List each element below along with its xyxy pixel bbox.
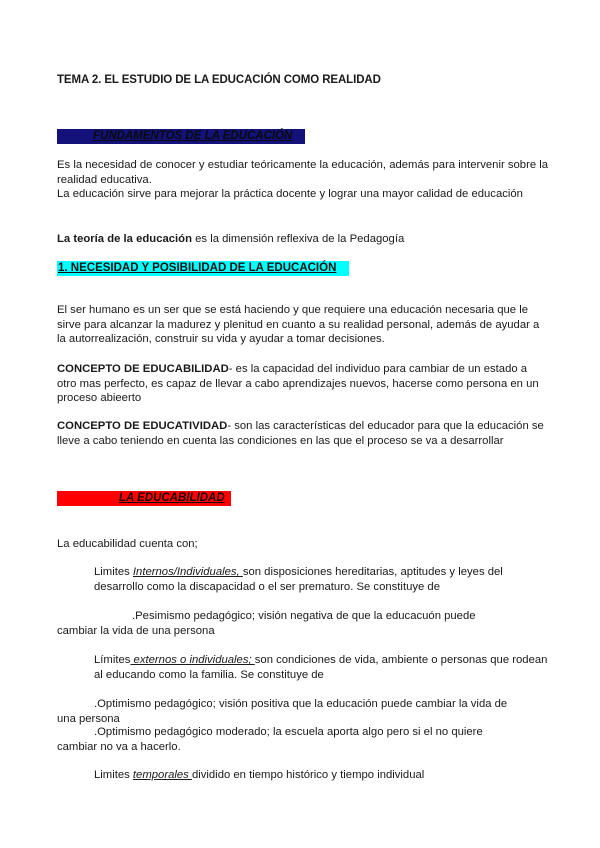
theory-term: La teoría de la educación (57, 233, 192, 245)
fundamentos-paragraph-1: Es la necesidad de conocer y estudiar teóricamente la educación, además para intervenir sobre la realidad educativa. (57, 159, 549, 186)
educabilidad-heading: LA EDUCABILIDAD (119, 492, 225, 504)
optimismo-moderado-item: .Optimismo pedagógico moderado; la escuela aporta algo pero si el no quiere cambiar no va a hacerlo. (57, 726, 483, 753)
educabilidad-intro: La educabilidad cuenta con; (57, 538, 198, 550)
theory-definition (57, 232, 549, 247)
educatividad-concept (57, 419, 549, 448)
educabilidad-heading-band (57, 491, 231, 506)
limites-temporales-term: temporales (132, 769, 192, 781)
educabilidad-term: CONCEPTO DE EDUCABILIDAD (57, 363, 229, 375)
fundamentos-paragraph-2: La educación sirve para mejorar la práctica docente y lograr una mayor calidad de educación (57, 188, 523, 200)
optimismo-item: .Optimismo pedagógico; visión positiva que la educación puede cambiar la vida de una persona (57, 698, 508, 725)
fundamentos-heading-band (57, 129, 305, 144)
educabilidad-concept (57, 362, 549, 406)
fundamentos-heading: FUNDAMENTOS DE LA EDUCACIÓN (93, 130, 293, 142)
limites-externos-term: externos o individuales; (130, 654, 255, 666)
necesidad-heading: 1. NECESIDAD Y POSIBILIDAD DE LA EDUCACIÓN (58, 262, 337, 274)
necesidad-heading-band (57, 261, 349, 276)
pesimismo-item: .Pesimismo pedagógico; visión negativa de que la educacuón puede cambiar la vida de una persona (57, 610, 476, 637)
limites-temporales: Limites temporales dividido en tiempo histórico y tiempo individual (94, 769, 425, 781)
educatividad-term: CONCEPTO DE EDUCATIVIDAD (57, 420, 228, 432)
limites-internos-term: Internos/Individuales, (132, 566, 243, 578)
limites-internos: Limites Internos/Individuales, son disposiciones hereditarias, aptitudes y leyes del desarrollo como la discapacidad o el ser prematuro. Se constituye de (94, 566, 503, 593)
limites-externos: Límites externos o individuales; son condiciones de vida, ambiente o personas que rodean al educando como la familia. Se constituye de (94, 654, 548, 681)
theory-rest: es la dimensión reflexiva de la Pedagogía (191, 233, 405, 245)
necesidad-paragraph: El ser humano es un ser que se está haciendo y que requiere una educación necesaria que le sirve para alcanzar la madurez y plenitud en cuanto a su realidad personal, además de ayudar a la autorrealización, construir su vida y ayudar a tomar decisiones. (57, 304, 540, 345)
educatividad-rest: - son las características del educador para que la educación se lleve a cabo teniendo en cuenta las condiciones en las que el proceso se va a desarrollar (57, 420, 544, 447)
page-title: TEMA 2. EL ESTUDIO DE LA EDUCACIÓN COMO REALIDAD (57, 74, 381, 86)
educabilidad-rest: - es la capacidad del individuo para cambiar de un estado a otro mas perfecto, es capaz de llevar a cabo aprendizajes nuevos, hacerse como persona en un proceso abieerto (57, 363, 539, 404)
